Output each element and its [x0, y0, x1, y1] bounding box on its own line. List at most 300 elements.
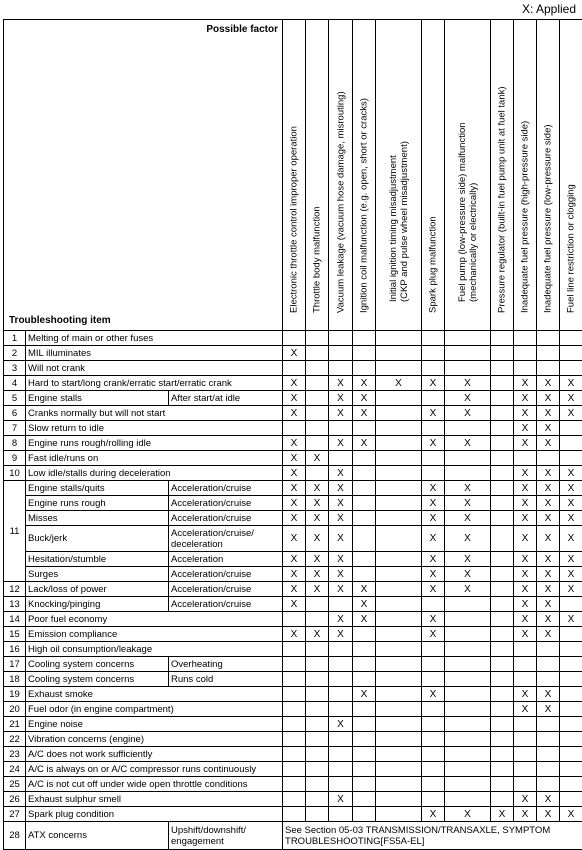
applied-mark [491, 747, 514, 762]
applied-mark [376, 762, 422, 777]
factor-header [445, 20, 491, 331]
applied-mark: X [514, 597, 537, 612]
applied-mark: X [422, 526, 445, 552]
item-cell: Engine stalls [26, 391, 169, 406]
factor-label-line: Ignition coil malfunction (e.g. open, short or cracks) [359, 98, 370, 313]
applied-mark: X [560, 511, 582, 526]
applied-mark [376, 687, 422, 702]
applied-mark [283, 792, 306, 807]
row-number: 7 [4, 421, 26, 436]
applied-mark [537, 657, 560, 672]
applied-mark [376, 436, 422, 451]
applied-mark [445, 747, 491, 762]
applied-mark [514, 642, 537, 657]
applied-mark: X [283, 567, 306, 582]
applied-mark [560, 762, 582, 777]
applied-mark [306, 612, 329, 627]
applied-mark: X [283, 496, 306, 511]
applied-mark [353, 481, 376, 496]
applied-mark [491, 597, 514, 612]
applied-mark [353, 792, 376, 807]
factor-header [329, 20, 353, 331]
table-row [4, 747, 582, 762]
applied-mark: X [329, 496, 353, 511]
table-row [4, 612, 582, 627]
applied-mark [329, 597, 353, 612]
applied-mark: X [306, 567, 329, 582]
applied-mark: X [283, 466, 306, 481]
applied-mark: X [283, 346, 306, 361]
applied-mark [445, 702, 491, 717]
applied-mark [491, 612, 514, 627]
legend: X: Applied [522, 2, 576, 16]
applied-mark: X [329, 391, 353, 406]
applied-mark: X [537, 481, 560, 496]
applied-mark [422, 702, 445, 717]
table-row [4, 376, 582, 391]
applied-mark [445, 732, 491, 747]
applied-mark [422, 777, 445, 792]
applied-mark: X [376, 376, 422, 391]
applied-mark: X [514, 582, 537, 597]
table-row [4, 526, 582, 552]
applied-mark [560, 361, 582, 376]
applied-mark: X [514, 481, 537, 496]
applied-mark [445, 792, 491, 807]
applied-mark [422, 792, 445, 807]
applied-mark [329, 346, 353, 361]
applied-mark: X [422, 552, 445, 567]
applied-mark [491, 436, 514, 451]
item-cell: Exhaust sulphur smell [26, 792, 283, 807]
table-row [4, 717, 582, 732]
table-row [4, 451, 582, 466]
factor-label-line: Inadequate fuel pressure (high-pressure side) [520, 121, 531, 313]
applied-mark [376, 361, 422, 376]
applied-mark [283, 687, 306, 702]
applied-mark: X [445, 481, 491, 496]
applied-mark [491, 346, 514, 361]
applied-mark [306, 421, 329, 436]
item-cell: Low idle/stalls during deceleration [26, 466, 283, 481]
applied-mark: X [306, 582, 329, 597]
applied-mark: X [283, 511, 306, 526]
applied-mark [329, 642, 353, 657]
factor-label [312, 206, 323, 313]
condition-cell: Acceleration/cruise [169, 511, 283, 526]
applied-mark [491, 792, 514, 807]
applied-mark [422, 747, 445, 762]
applied-mark: X [537, 627, 560, 642]
applied-mark [353, 466, 376, 481]
applied-mark [491, 421, 514, 436]
applied-mark: X [537, 406, 560, 421]
applied-mark: X [353, 406, 376, 421]
row-number: 23 [4, 747, 26, 762]
applied-mark: X [445, 567, 491, 582]
table-row [4, 346, 582, 361]
applied-mark [376, 421, 422, 436]
condition-cell: Upshift/downshift/ engagement [169, 822, 283, 850]
applied-mark [376, 612, 422, 627]
applied-mark [445, 657, 491, 672]
applied-mark [329, 747, 353, 762]
applied-mark [376, 597, 422, 612]
applied-mark [376, 481, 422, 496]
factor-label [520, 121, 531, 313]
applied-mark [283, 747, 306, 762]
applied-mark: X [422, 687, 445, 702]
row-number: 3 [4, 361, 26, 376]
applied-mark: X [560, 406, 582, 421]
item-cell: A/C is not cut off under wide open throttle conditions [26, 777, 283, 792]
applied-mark: X [514, 807, 537, 822]
applied-mark: X [422, 481, 445, 496]
applied-mark: X [445, 511, 491, 526]
applied-mark [306, 717, 329, 732]
applied-mark [306, 346, 329, 361]
applied-mark [283, 807, 306, 822]
condition-cell: Acceleration/cruise [169, 597, 283, 612]
applied-mark [306, 792, 329, 807]
item-cell: Melting of main or other fuses [26, 331, 283, 346]
applied-mark [560, 702, 582, 717]
applied-mark: X [306, 496, 329, 511]
applied-mark [376, 807, 422, 822]
applied-mark: X [514, 376, 537, 391]
applied-mark [491, 361, 514, 376]
applied-mark [353, 451, 376, 466]
applied-mark [491, 627, 514, 642]
applied-mark [376, 406, 422, 421]
table-row [4, 567, 582, 582]
applied-mark [445, 361, 491, 376]
applied-mark [422, 451, 445, 466]
applied-mark: X [560, 466, 582, 481]
applied-mark [376, 552, 422, 567]
applied-mark [353, 642, 376, 657]
applied-mark [376, 747, 422, 762]
applied-mark [306, 361, 329, 376]
see-section-reference: See Section 05-03 TRANSMISSION/TRANSAXLE, SYMPTOM TROUBLESHOOTING[FS5A-EL] [283, 822, 582, 850]
applied-mark: X [537, 391, 560, 406]
row-number: 6 [4, 406, 26, 421]
table-row [4, 421, 582, 436]
applied-mark [283, 361, 306, 376]
applied-mark: X [537, 792, 560, 807]
applied-mark [306, 777, 329, 792]
item-cell: Slow return to idle [26, 421, 283, 436]
applied-mark [376, 511, 422, 526]
applied-mark [306, 762, 329, 777]
applied-mark [353, 732, 376, 747]
applied-mark [353, 496, 376, 511]
applied-mark: X [560, 481, 582, 496]
applied-mark: X [514, 687, 537, 702]
applied-mark: X [514, 421, 537, 436]
applied-mark [306, 657, 329, 672]
applied-mark: X [353, 612, 376, 627]
condition-cell: After start/at idle [169, 391, 283, 406]
item-cell: Emission compliance [26, 627, 283, 642]
applied-mark [422, 346, 445, 361]
table-row [4, 732, 582, 747]
applied-mark [560, 331, 582, 346]
applied-mark [445, 717, 491, 732]
applied-mark [445, 466, 491, 481]
applied-mark [306, 732, 329, 747]
applied-mark: X [514, 496, 537, 511]
applied-mark [306, 747, 329, 762]
row-number: 21 [4, 717, 26, 732]
applied-mark: X [537, 702, 560, 717]
applied-mark [560, 747, 582, 762]
applied-mark: X [306, 552, 329, 567]
applied-mark: X [329, 612, 353, 627]
applied-mark: X [514, 552, 537, 567]
item-cell: Poor fuel economy [26, 612, 283, 627]
applied-mark [422, 466, 445, 481]
item-cell: Misses [26, 511, 169, 526]
table-row [4, 597, 582, 612]
applied-mark [353, 331, 376, 346]
item-cell: Engine noise [26, 717, 283, 732]
applied-mark: X [537, 466, 560, 481]
applied-mark [329, 732, 353, 747]
table-row [4, 657, 582, 672]
applied-mark: X [560, 526, 582, 552]
applied-mark: X [537, 597, 560, 612]
table-row [4, 331, 582, 346]
applied-mark [560, 597, 582, 612]
factor-header [283, 20, 306, 331]
row-number: 11 [4, 481, 26, 582]
applied-mark [306, 702, 329, 717]
row-number: 14 [4, 612, 26, 627]
applied-mark [353, 777, 376, 792]
applied-mark [560, 732, 582, 747]
row-number: 4 [4, 376, 26, 391]
row-number: 17 [4, 657, 26, 672]
table-row [4, 762, 582, 777]
applied-mark [353, 702, 376, 717]
applied-mark [422, 717, 445, 732]
applied-mark [329, 672, 353, 687]
applied-mark: X [514, 702, 537, 717]
applied-mark: X [329, 582, 353, 597]
applied-mark [376, 732, 422, 747]
item-cell: Fuel odor (in engine compartment) [26, 702, 283, 717]
applied-mark [491, 732, 514, 747]
factor-label-line: Vacuum leakage (vacuum hose damage, misrouting) [335, 91, 346, 313]
applied-mark: X [422, 406, 445, 421]
applied-mark [560, 627, 582, 642]
applied-mark [376, 672, 422, 687]
applied-mark: X [353, 376, 376, 391]
factor-header [376, 20, 422, 331]
factor-header [537, 20, 560, 331]
applied-mark [445, 777, 491, 792]
table-row [4, 511, 582, 526]
applied-mark [491, 526, 514, 552]
applied-mark [491, 451, 514, 466]
applied-mark: X [329, 406, 353, 421]
applied-mark [329, 687, 353, 702]
applied-mark [283, 702, 306, 717]
item-cell: Cooling system concerns [26, 657, 169, 672]
applied-mark: X [537, 552, 560, 567]
applied-mark [353, 552, 376, 567]
applied-mark [491, 391, 514, 406]
table-row [4, 466, 582, 481]
item-cell: Vibration concerns (engine) [26, 732, 283, 747]
table-row [4, 807, 582, 822]
applied-mark [445, 346, 491, 361]
applied-mark [422, 672, 445, 687]
applied-mark: X [329, 526, 353, 552]
applied-mark: X [537, 687, 560, 702]
applied-mark [491, 657, 514, 672]
applied-mark [514, 732, 537, 747]
row-number: 12 [4, 582, 26, 597]
factor-label-line: Fuel pump (low-pressure side) malfunction [457, 122, 468, 302]
applied-mark: X [329, 627, 353, 642]
applied-mark [422, 642, 445, 657]
applied-mark [422, 762, 445, 777]
factor-label-line: (mechanically or electrically) [468, 122, 479, 302]
row-number: 28 [4, 822, 26, 850]
applied-mark: X [560, 807, 582, 822]
applied-mark [514, 451, 537, 466]
table-row [4, 496, 582, 511]
item-cell: Knocking/pinging [26, 597, 169, 612]
applied-mark [376, 526, 422, 552]
applied-mark [353, 526, 376, 552]
applied-mark [353, 346, 376, 361]
applied-mark [514, 672, 537, 687]
condition-cell: Acceleration/cruise [169, 481, 283, 496]
applied-mark [491, 582, 514, 597]
factor-header [306, 20, 329, 331]
applied-mark: X [422, 807, 445, 822]
applied-mark [537, 762, 560, 777]
factor-label [359, 98, 370, 313]
applied-mark: X [283, 582, 306, 597]
table-row [4, 822, 582, 850]
applied-mark: X [537, 526, 560, 552]
applied-mark [491, 567, 514, 582]
factor-label [457, 122, 479, 302]
factor-label [388, 141, 410, 302]
applied-mark [329, 657, 353, 672]
applied-mark [560, 672, 582, 687]
applied-mark: X [514, 511, 537, 526]
applied-mark [560, 792, 582, 807]
condition-cell: Overheating [169, 657, 283, 672]
applied-mark [491, 466, 514, 481]
factor-label [428, 216, 439, 313]
item-cell: Spark plug condition [26, 807, 283, 822]
condition-cell: Acceleration/cruise [169, 567, 283, 582]
applied-mark [537, 732, 560, 747]
applied-mark [376, 627, 422, 642]
applied-mark: X [422, 496, 445, 511]
applied-mark [422, 391, 445, 406]
factor-header [514, 20, 537, 331]
table-row [4, 391, 582, 406]
applied-mark: X [283, 391, 306, 406]
item-cell: Engine runs rough/rolling idle [26, 436, 283, 451]
applied-mark: X [306, 526, 329, 552]
applied-mark [560, 687, 582, 702]
applied-mark [376, 717, 422, 732]
applied-mark [353, 672, 376, 687]
factor-label [497, 86, 508, 313]
applied-mark: X [329, 481, 353, 496]
applied-mark [445, 331, 491, 346]
applied-mark [306, 376, 329, 391]
applied-mark [491, 672, 514, 687]
applied-mark: X [329, 567, 353, 582]
applied-mark: X [537, 582, 560, 597]
applied-mark [491, 511, 514, 526]
applied-mark [560, 421, 582, 436]
applied-mark: X [560, 567, 582, 582]
applied-mark [283, 657, 306, 672]
applied-mark [491, 481, 514, 496]
applied-mark: X [306, 511, 329, 526]
applied-mark: X [445, 582, 491, 597]
item-cell: High oil consumption/leakage [26, 642, 283, 657]
table-row [4, 552, 582, 567]
applied-mark: X [445, 406, 491, 421]
applied-mark: X [514, 792, 537, 807]
applied-mark [353, 421, 376, 436]
applied-mark: X [329, 436, 353, 451]
applied-mark: X [445, 526, 491, 552]
applied-mark [422, 361, 445, 376]
applied-mark [445, 672, 491, 687]
applied-mark: X [445, 552, 491, 567]
applied-mark [283, 642, 306, 657]
table-row [4, 702, 582, 717]
item-cell: A/C does not work sufficiently [26, 747, 283, 762]
applied-mark: X [283, 526, 306, 552]
applied-mark: X [353, 597, 376, 612]
applied-mark [491, 406, 514, 421]
table-row [4, 627, 582, 642]
item-cell: Engine stalls/quits [26, 481, 169, 496]
item-cell: Will not crank [26, 361, 283, 376]
applied-mark [329, 331, 353, 346]
applied-mark: X [560, 582, 582, 597]
applied-mark [445, 421, 491, 436]
factor-header [422, 20, 445, 331]
applied-mark [560, 346, 582, 361]
condition-cell: Acceleration/cruise/ deceleration [169, 526, 283, 552]
row-number: 5 [4, 391, 26, 406]
row-number: 2 [4, 346, 26, 361]
table-row [4, 582, 582, 597]
condition-cell: Runs cold [169, 672, 283, 687]
applied-mark: X [560, 552, 582, 567]
row-number: 10 [4, 466, 26, 481]
applied-mark [537, 451, 560, 466]
applied-mark: X [283, 436, 306, 451]
applied-mark: X [537, 511, 560, 526]
applied-mark: X [537, 807, 560, 822]
applied-mark: X [329, 792, 353, 807]
